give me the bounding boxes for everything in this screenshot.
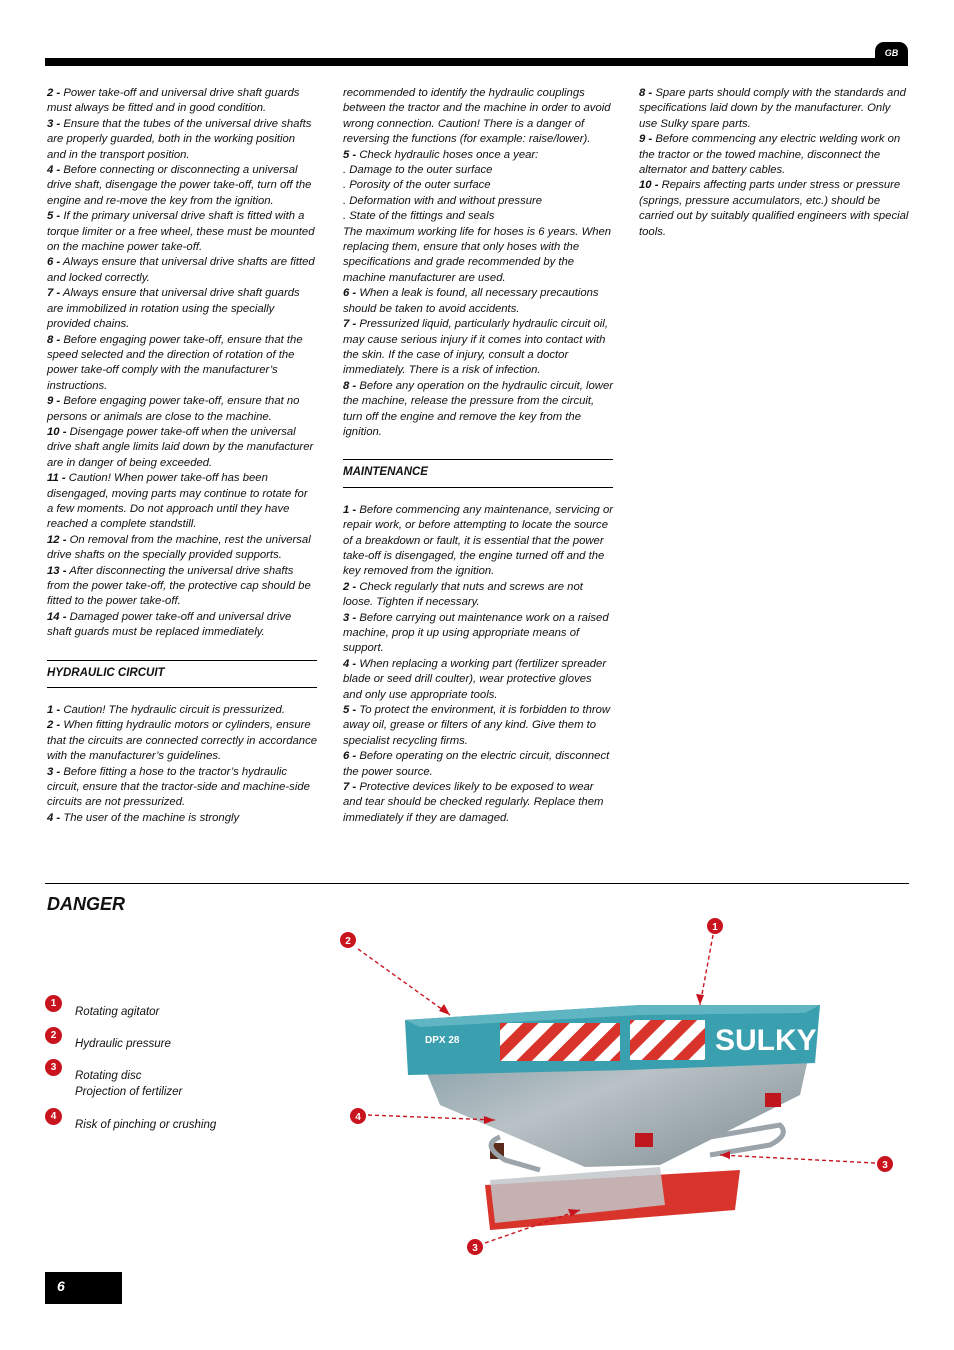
warning-stripes [630,1020,705,1060]
pto-safety-list [47,86,317,641]
list-item: 5 - To protect the environment, it is forbidden to throw away oil, grease or filters of any kind. Give them to specialist recycling firms. [343,704,611,747]
check-item: . Damage to the outer surface [343,164,493,177]
rear-lamp [635,1133,653,1147]
hydraulic-continued-text: recommended to identify the hydraulic couplings between the tractor and the machine in order to avoid wrong connection. Caution! There is a danger of reversing the functions (for example: raise/lower). [343,87,611,146]
maintenance-list [343,503,613,827]
list-item: 8 - Before engaging power take-off, ensure that the speed selected and the direction of rotation of the power take-off comply with the manufacturer’s instructions. [47,333,303,392]
column-2 [343,86,613,826]
language-tab: GB [875,42,908,64]
callout-badge [350,1108,366,1124]
callout-badge [877,1156,893,1172]
list-item: 6 - Before operating on the electric circuit, disconnect the power source. [343,750,610,778]
list-item: 5 - If the primary universal drive shaft is fitted with a torque limiter or a free wheel, these must be mounted on the machine power take-off. [47,210,315,254]
column-1 [47,86,317,826]
list-item: 8 - Spare parts should comply with the standards and specifications laid down by the manufacturer. Only use Sulky spare parts. [639,87,906,130]
model-label: DPX 28 [425,1035,460,1046]
list-item: 11 - Caution! When power take-off has been disengaged, moving parts may continue to rotate for a few moments. Do not approach until they have reached a complete standstill. [47,472,308,531]
top-rule [45,58,908,66]
hydraulic-list [47,703,317,826]
legend-label: Rotating agitator [75,1006,160,1018]
list-item: 9 - Before commencing any electric welding work on the tractor or the towed machine, disconnect the alternator and battery cables. [639,133,901,177]
list-item: 1 - Before commencing any maintenance, servicing or repair work, or before attempting to locate the source of a breakdown or fault, it is essential that the power take-off is disengaged, the engine turned off and the key removed from the ignition. [343,503,614,578]
callout-badge [340,932,356,948]
svg-text:3: 3 [472,1243,478,1254]
list-item: 8 - Before any operation on the hydraulic circuit, lower the machine, release the pressure from the circuit, turn off the engine and remove the key from the ignition. [343,379,614,438]
list-item: 1 - Caution! The hydraulic circuit is pressurized. [47,704,285,717]
rear-lamp [765,1093,781,1107]
list-item: 2 - Check regularly that nuts and screws are not loose. Tighten if necessary. [343,580,583,609]
svg-text:3: 3 [882,1160,888,1171]
list-item: 10 - Repairs affecting parts under stress or pressure (springs, pressure accumulators, etc.) should be carried out by suitably qualified engineers with special tools. [639,179,909,238]
hydraulic-circuit-heading: HYDRAULIC CIRCUIT [47,660,317,688]
list-item: 4 - The user of the machine is strongly [47,811,240,824]
callout-number-badge: 2 [45,1027,62,1044]
list-item: 9 - Before engaging power take-off, ensure that no persons or animals are close to the machine. [47,395,300,423]
callout-badge [467,1239,483,1255]
check-item: . Porosity of the outer surface [343,179,491,192]
callout-number-badge: 1 [45,995,62,1012]
svg-text:1: 1 [712,922,718,933]
callout-number-badge: 3 [45,1059,62,1076]
list-item: 14 - Damaged power take-off and universal drive shaft guards must be replaced immediately. [47,610,292,639]
list-item: 3 - Ensure that the tubes of the universal drive shafts are properly guarded, both in the working position and in the transport position. [47,117,312,161]
legend-label: Projection of fertilizer [75,1086,183,1098]
danger-divider [45,883,909,884]
check-item: . Deformation with and without pressure [343,194,543,207]
callout-number-badge: 4 [45,1108,62,1125]
danger-title: DANGER [47,894,126,914]
list-item: 6 - When a leak is found, all necessary precautions should be taken to avoid accidents. [343,287,599,315]
svg-text:2: 2 [345,936,351,947]
list-item: 7 - Pressurized liquid, particularly hydraulic circuit oil, may cause serious injury if it comes into contact with the skin. If the case of injury, consult a doctor immediately. There is a risk of infection. [343,318,608,377]
list-item: 6 - Always ensure that universal drive shafts are fitted and locked correctly. [47,256,315,284]
list-item: 3 - Before carrying out maintenance work on a raised machine, prop it up using appropriate means of support. [343,611,609,655]
hose-life-note: The maximum working life for hoses is 6 years. When replacing them, ensure that only hoses with the specifications and grade recommended by the machine manufacturer are used. [343,225,612,284]
list-item: 4 - Before connecting or disconnecting a universal drive shaft, disengage the power take-off, turn off the engine and re-move the key from the ignition. [47,164,312,207]
legend-label: Hydraulic pressure [75,1038,171,1050]
maintenance-heading: MAINTENANCE [343,459,613,487]
list-item: 5 - Check hydraulic hoses once a year: [343,148,539,161]
legend-label: Rotating disc [75,1070,142,1082]
legend-label: Risk of pinching or crushing [75,1119,217,1131]
list-item: 12 - On removal from the machine, rest the universal drive shafts on the specially provided supports. [47,533,311,562]
list-item: 13 - After disconnecting the universal drive shafts from the power take-off, the protective cap should be fitted to the power take-off. [47,564,311,608]
list-item: 10 - Disengage power take-off when the universal drive shaft angle limits laid down by the manufacturer are in danger of being exceeded. [47,425,314,469]
list-item: 3 - Before fitting a hose to the tractor’s hydraulic circuit, ensure that the tractor-side and machine-side circuits are not pressurized. [47,765,310,809]
callout-badge [707,918,723,934]
svg-text:4: 4 [355,1112,361,1123]
list-item: 2 - Power take-off and universal drive shaft guards must always be fitted and in good condition. [47,87,300,115]
list-item: 7 - Protective devices likely to be exposed to wear and tear should be checked regularly. Replace them immediately if they are damaged. [343,781,604,824]
page-number: 6 [45,1272,122,1304]
brand-logo: SULKY [715,1024,817,1057]
spreader-illustration [330,905,910,1265]
list-item: 2 - When fitting hydraulic motors or cylinders, ensure that the circuits are connected correctly in accordance with the manufacturer’s guidelines. [47,719,318,763]
check-item: . State of the fittings and seals [343,210,495,223]
warning-stripes [500,1023,620,1061]
list-item: 7 - Always ensure that universal drive shaft guards are immobilized in rotation using the specially provided chains. [47,287,300,331]
list-item: 4 - When replacing a working part (fertilizer spreader blade or seed drill coulter), wear protective gloves and only use appropriate tools. [343,657,607,701]
column-3 [639,86,909,240]
